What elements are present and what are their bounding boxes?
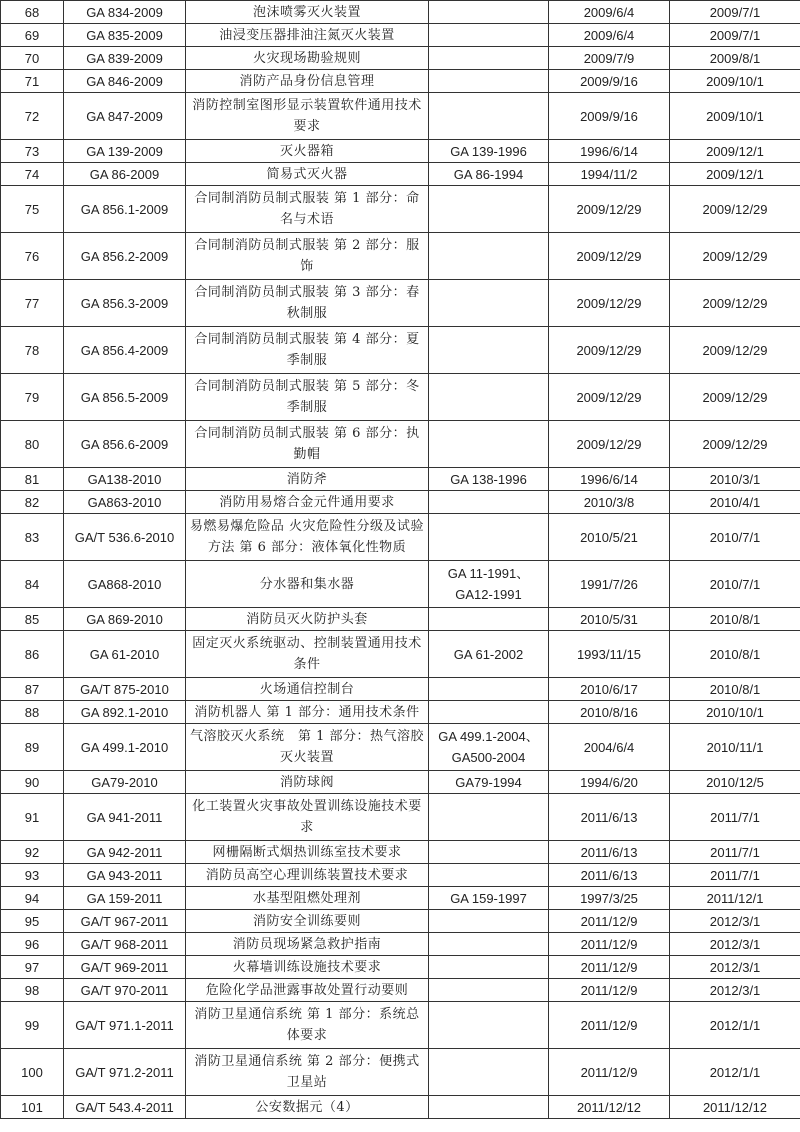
cell-effective-date: 2010/8/1	[670, 631, 800, 678]
cell-serial-number: 75	[1, 186, 64, 233]
cell-standard-name: 消防机器人 第 1 部分：通用技术条件	[186, 701, 429, 724]
table-row	[1, 70, 800, 93]
cell-replaced-standard: GA 138-1996	[429, 468, 549, 491]
cell-serial-number: 80	[1, 421, 64, 468]
cell-publish-date: 1994/6/20	[549, 771, 670, 794]
cell-publish-date: 1994/11/2	[549, 163, 670, 186]
cell-replaced-standard: GA 86-1994	[429, 163, 549, 186]
cell-standard-name: 火场通信控制台	[186, 678, 429, 701]
cell-publish-date: 2011/12/12	[549, 1096, 670, 1119]
cell-replaced-standard	[429, 93, 549, 140]
table-row	[1, 421, 800, 468]
cell-effective-date: 2010/8/1	[670, 678, 800, 701]
cell-standard-code: GA 61-2010	[64, 631, 186, 678]
cell-effective-date: 2009/8/1	[670, 47, 800, 70]
cell-effective-date: 2009/12/29	[670, 374, 800, 421]
cell-publish-date: 2004/6/4	[549, 724, 670, 771]
cell-effective-date: 2011/7/1	[670, 794, 800, 841]
cell-serial-number: 96	[1, 933, 64, 956]
cell-standard-name: 危险化学品泄露事故处置行动要则	[186, 979, 429, 1002]
cell-replaced-standard	[429, 979, 549, 1002]
cell-serial-number: 83	[1, 514, 64, 561]
cell-standard-name: 固定灭火系统驱动、控制装置通用技术条件	[186, 631, 429, 678]
cell-serial-number: 92	[1, 841, 64, 864]
cell-standard-name: 合同制消防员制式服装 第 5 部分：冬季制服	[186, 374, 429, 421]
cell-publish-date: 2011/12/9	[549, 1002, 670, 1049]
table-row	[1, 956, 800, 979]
table-row	[1, 724, 800, 771]
table-row	[1, 163, 800, 186]
cell-standard-code: GA 139-2009	[64, 140, 186, 163]
cell-effective-date: 2012/3/1	[670, 956, 800, 979]
cell-effective-date: 2010/12/5	[670, 771, 800, 794]
cell-replaced-standard	[429, 1, 549, 24]
cell-effective-date: 2009/12/29	[670, 327, 800, 374]
cell-replaced-standard: GA79-1994	[429, 771, 549, 794]
table-row	[1, 1002, 800, 1049]
cell-standard-name: 油浸变压器排油注氮灭火装置	[186, 24, 429, 47]
table-row	[1, 327, 800, 374]
cell-replaced-standard	[429, 421, 549, 468]
cell-replaced-standard	[429, 956, 549, 979]
table-row	[1, 24, 800, 47]
cell-standard-name: 分水器和集水器	[186, 561, 429, 608]
cell-standard-code: GA/T 968-2011	[64, 933, 186, 956]
table-row	[1, 1049, 800, 1096]
cell-publish-date: 2011/12/9	[549, 956, 670, 979]
cell-replaced-standard	[429, 678, 549, 701]
cell-standard-name: 气溶胶灭火系统 第 1 部分：热气溶胶灭火装置	[186, 724, 429, 771]
cell-standard-code: GA/T 543.4-2011	[64, 1096, 186, 1119]
cell-standard-code: GA 856.6-2009	[64, 421, 186, 468]
cell-effective-date: 2011/12/12	[670, 1096, 800, 1119]
table-row	[1, 233, 800, 280]
cell-replaced-standard	[429, 24, 549, 47]
cell-standard-code: GA/T 536.6-2010	[64, 514, 186, 561]
table-row	[1, 887, 800, 910]
cell-serial-number: 101	[1, 1096, 64, 1119]
table-row	[1, 93, 800, 140]
cell-standard-name: 消防用易熔合金元件通用要求	[186, 491, 429, 514]
cell-standard-name: 化工装置火灾事故处置训练设施技术要求	[186, 794, 429, 841]
cell-publish-date: 2010/8/16	[549, 701, 670, 724]
cell-publish-date: 2009/7/9	[549, 47, 670, 70]
cell-publish-date: 2011/12/9	[549, 979, 670, 1002]
cell-publish-date: 2009/12/29	[549, 186, 670, 233]
cell-effective-date: 2010/8/1	[670, 608, 800, 631]
cell-standard-code: GA 856.4-2009	[64, 327, 186, 374]
cell-replaced-standard: GA 499.1-2004、GA500-2004	[429, 724, 549, 771]
cell-replaced-standard	[429, 1096, 549, 1119]
cell-standard-code: GA 856.5-2009	[64, 374, 186, 421]
cell-effective-date: 2009/7/1	[670, 24, 800, 47]
cell-standard-code: GA138-2010	[64, 468, 186, 491]
cell-effective-date: 2010/4/1	[670, 491, 800, 514]
cell-publish-date: 2009/12/29	[549, 374, 670, 421]
cell-replaced-standard	[429, 374, 549, 421]
cell-standard-code: GA/T 967-2011	[64, 910, 186, 933]
cell-serial-number: 85	[1, 608, 64, 631]
cell-serial-number: 70	[1, 47, 64, 70]
cell-publish-date: 1997/3/25	[549, 887, 670, 910]
table-row	[1, 608, 800, 631]
cell-standard-code: GA868-2010	[64, 561, 186, 608]
cell-standard-name: 消防安全训练要则	[186, 910, 429, 933]
cell-effective-date: 2011/7/1	[670, 841, 800, 864]
cell-effective-date: 2012/3/1	[670, 910, 800, 933]
cell-publish-date: 1991/7/26	[549, 561, 670, 608]
cell-publish-date: 2011/12/9	[549, 1049, 670, 1096]
cell-standard-code: GA 856.3-2009	[64, 280, 186, 327]
cell-standard-code: GA863-2010	[64, 491, 186, 514]
cell-standard-name: 消防员高空心理训练装置技术要求	[186, 864, 429, 887]
cell-standard-code: GA 159-2011	[64, 887, 186, 910]
cell-standard-code: GA 835-2009	[64, 24, 186, 47]
cell-standard-name: 网栅隔断式烟热训练室技术要求	[186, 841, 429, 864]
cell-replaced-standard	[429, 1002, 549, 1049]
table-row	[1, 794, 800, 841]
cell-publish-date: 2011/6/13	[549, 864, 670, 887]
cell-effective-date: 2009/12/1	[670, 163, 800, 186]
cell-replaced-standard	[429, 491, 549, 514]
cell-replaced-standard	[429, 933, 549, 956]
cell-publish-date: 2011/12/9	[549, 933, 670, 956]
cell-publish-date: 2009/12/29	[549, 280, 670, 327]
cell-standard-code: GA 847-2009	[64, 93, 186, 140]
cell-replaced-standard	[429, 70, 549, 93]
table-row	[1, 1, 800, 24]
cell-standard-name: 消防斧	[186, 468, 429, 491]
table-row	[1, 280, 800, 327]
cell-standard-name: 水基型阻燃处理剂	[186, 887, 429, 910]
cell-serial-number: 87	[1, 678, 64, 701]
cell-serial-number: 93	[1, 864, 64, 887]
cell-effective-date: 2009/12/29	[670, 233, 800, 280]
cell-serial-number: 89	[1, 724, 64, 771]
cell-serial-number: 84	[1, 561, 64, 608]
cell-publish-date: 2010/3/8	[549, 491, 670, 514]
cell-serial-number: 74	[1, 163, 64, 186]
cell-replaced-standard	[429, 864, 549, 887]
table-row	[1, 841, 800, 864]
cell-serial-number: 91	[1, 794, 64, 841]
table-row	[1, 864, 800, 887]
table-row	[1, 979, 800, 1002]
cell-publish-date: 2009/12/29	[549, 327, 670, 374]
cell-standard-name: 合同制消防员制式服装 第 2 部分：服饰	[186, 233, 429, 280]
cell-effective-date: 2009/12/29	[670, 421, 800, 468]
table-row	[1, 631, 800, 678]
cell-standard-code: GA 942-2011	[64, 841, 186, 864]
cell-replaced-standard	[429, 910, 549, 933]
cell-serial-number: 95	[1, 910, 64, 933]
cell-replaced-standard	[429, 608, 549, 631]
cell-standard-code: GA79-2010	[64, 771, 186, 794]
table-row	[1, 186, 800, 233]
cell-serial-number: 77	[1, 280, 64, 327]
cell-publish-date: 2011/12/9	[549, 910, 670, 933]
cell-publish-date: 2010/6/17	[549, 678, 670, 701]
cell-serial-number: 81	[1, 468, 64, 491]
cell-effective-date: 2012/1/1	[670, 1049, 800, 1096]
cell-standard-name: 合同制消防员制式服装 第 4 部分：夏季制服	[186, 327, 429, 374]
cell-publish-date: 2009/6/4	[549, 24, 670, 47]
cell-effective-date: 2009/12/1	[670, 140, 800, 163]
cell-publish-date: 1996/6/14	[549, 468, 670, 491]
cell-publish-date: 1993/11/15	[549, 631, 670, 678]
cell-serial-number: 100	[1, 1049, 64, 1096]
cell-effective-date: 2011/12/1	[670, 887, 800, 910]
cell-replaced-standard: GA 61-2002	[429, 631, 549, 678]
cell-standard-name: 火灾现场勘验规则	[186, 47, 429, 70]
table-row	[1, 771, 800, 794]
cell-standard-code: GA/T 971.1-2011	[64, 1002, 186, 1049]
cell-effective-date: 2009/12/29	[670, 280, 800, 327]
cell-serial-number: 82	[1, 491, 64, 514]
standards-table-body	[1, 1, 800, 1119]
cell-standard-code: GA 856.1-2009	[64, 186, 186, 233]
cell-effective-date: 2010/7/1	[670, 514, 800, 561]
cell-serial-number: 88	[1, 701, 64, 724]
cell-standard-name: 消防控制室图形显示装置软件通用技术要求	[186, 93, 429, 140]
cell-standard-code: GA 846-2009	[64, 70, 186, 93]
table-row	[1, 678, 800, 701]
cell-effective-date: 2010/11/1	[670, 724, 800, 771]
cell-standard-code: GA 834-2009	[64, 1, 186, 24]
cell-standard-name: 合同制消防员制式服装 第 3 部分：春秋制服	[186, 280, 429, 327]
table-row	[1, 1096, 800, 1119]
cell-serial-number: 78	[1, 327, 64, 374]
cell-serial-number: 76	[1, 233, 64, 280]
cell-publish-date: 2009/12/29	[549, 233, 670, 280]
table-row	[1, 910, 800, 933]
cell-effective-date: 2009/10/1	[670, 93, 800, 140]
cell-serial-number: 99	[1, 1002, 64, 1049]
cell-serial-number: 71	[1, 70, 64, 93]
cell-publish-date: 2011/6/13	[549, 841, 670, 864]
cell-publish-date: 2010/5/31	[549, 608, 670, 631]
table-row	[1, 561, 800, 608]
cell-effective-date: 2009/7/1	[670, 1, 800, 24]
cell-standard-name: 火幕墙训练设施技术要求	[186, 956, 429, 979]
cell-effective-date: 2012/3/1	[670, 979, 800, 1002]
cell-effective-date: 2010/7/1	[670, 561, 800, 608]
cell-serial-number: 73	[1, 140, 64, 163]
cell-standard-code: GA 856.2-2009	[64, 233, 186, 280]
table-row	[1, 47, 800, 70]
cell-standard-name: 灭火器箱	[186, 140, 429, 163]
cell-standard-name: 简易式灭火器	[186, 163, 429, 186]
cell-serial-number: 98	[1, 979, 64, 1002]
table-row	[1, 468, 800, 491]
cell-standard-name: 消防卫星通信系统 第 1 部分：系统总体要求	[186, 1002, 429, 1049]
cell-effective-date: 2011/7/1	[670, 864, 800, 887]
cell-replaced-standard	[429, 327, 549, 374]
cell-replaced-standard	[429, 280, 549, 327]
cell-standard-name: 合同制消防员制式服装 第 6 部分：执勤帽	[186, 421, 429, 468]
cell-standard-code: GA 839-2009	[64, 47, 186, 70]
cell-serial-number: 68	[1, 1, 64, 24]
cell-standard-code: GA 943-2011	[64, 864, 186, 887]
cell-standard-code: GA 892.1-2010	[64, 701, 186, 724]
cell-effective-date: 2012/3/1	[670, 933, 800, 956]
cell-effective-date: 2010/10/1	[670, 701, 800, 724]
cell-standard-code: GA/T 969-2011	[64, 956, 186, 979]
cell-effective-date: 2012/1/1	[670, 1002, 800, 1049]
cell-publish-date: 2009/9/16	[549, 93, 670, 140]
cell-standard-code: GA/T 970-2011	[64, 979, 186, 1002]
cell-standard-code: GA 941-2011	[64, 794, 186, 841]
cell-serial-number: 79	[1, 374, 64, 421]
cell-serial-number: 69	[1, 24, 64, 47]
cell-publish-date: 2010/5/21	[549, 514, 670, 561]
cell-serial-number: 90	[1, 771, 64, 794]
cell-standard-name: 泡沫喷雾灭火装置	[186, 1, 429, 24]
cell-publish-date: 2009/9/16	[549, 70, 670, 93]
cell-standard-name: 消防卫星通信系统 第 2 部分：便携式卫星站	[186, 1049, 429, 1096]
cell-standard-name: 易燃易爆危险品 火灾危险性分级及试验方法 第 6 部分：液体氧化性物质	[186, 514, 429, 561]
cell-standard-name: 消防员灭火防护头套	[186, 608, 429, 631]
cell-serial-number: 97	[1, 956, 64, 979]
cell-publish-date: 2011/6/13	[549, 794, 670, 841]
cell-replaced-standard	[429, 186, 549, 233]
cell-replaced-standard	[429, 794, 549, 841]
cell-serial-number: 94	[1, 887, 64, 910]
cell-standard-code: GA/T 971.2-2011	[64, 1049, 186, 1096]
cell-standard-code: GA 86-2009	[64, 163, 186, 186]
cell-serial-number: 72	[1, 93, 64, 140]
table-row	[1, 140, 800, 163]
cell-standard-name: 公安数据元（4）	[186, 1096, 429, 1119]
cell-replaced-standard	[429, 701, 549, 724]
cell-effective-date: 2009/10/1	[670, 70, 800, 93]
cell-publish-date: 1996/6/14	[549, 140, 670, 163]
cell-effective-date: 2009/12/29	[670, 186, 800, 233]
table-row	[1, 933, 800, 956]
cell-standard-code: GA 869-2010	[64, 608, 186, 631]
cell-replaced-standard	[429, 47, 549, 70]
cell-replaced-standard: GA 139-1996	[429, 140, 549, 163]
table-row	[1, 514, 800, 561]
table-row	[1, 701, 800, 724]
cell-publish-date: 2009/6/4	[549, 1, 670, 24]
table-row	[1, 491, 800, 514]
cell-standard-name: 消防产品身份信息管理	[186, 70, 429, 93]
cell-replaced-standard	[429, 514, 549, 561]
cell-serial-number: 86	[1, 631, 64, 678]
cell-standard-name: 合同制消防员制式服装 第 1 部分：命名与术语	[186, 186, 429, 233]
cell-replaced-standard	[429, 233, 549, 280]
cell-standard-code: GA 499.1-2010	[64, 724, 186, 771]
cell-replaced-standard	[429, 1049, 549, 1096]
cell-publish-date: 2009/12/29	[549, 421, 670, 468]
table-row	[1, 374, 800, 421]
cell-standard-name: 消防员现场紧急救护指南	[186, 933, 429, 956]
cell-replaced-standard	[429, 841, 549, 864]
cell-effective-date: 2010/3/1	[670, 468, 800, 491]
cell-replaced-standard: GA 159-1997	[429, 887, 549, 910]
cell-standard-code: GA/T 875-2010	[64, 678, 186, 701]
cell-replaced-standard: GA 11-1991、GA12-1991	[429, 561, 549, 608]
cell-standard-name: 消防球阀	[186, 771, 429, 794]
